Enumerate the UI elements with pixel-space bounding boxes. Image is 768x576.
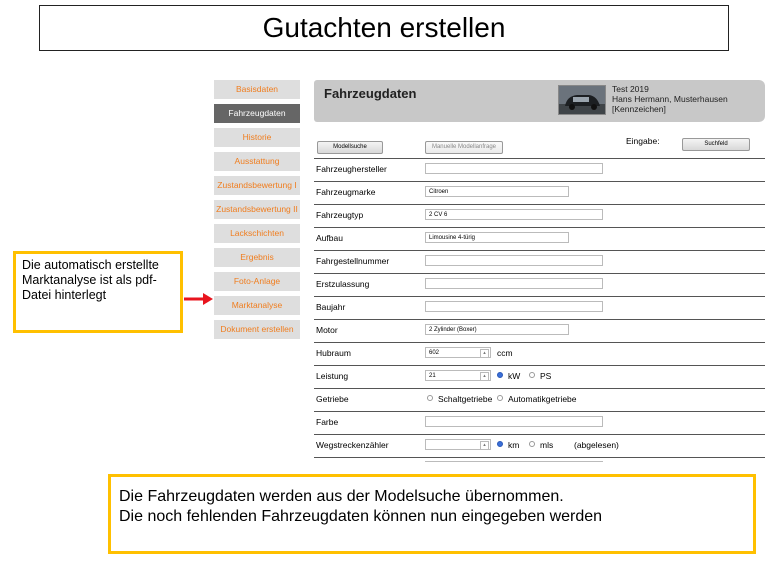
hersteller-label: Fahrzeughersteller [316, 164, 387, 174]
panel-title: Fahrzeugdaten [324, 86, 417, 101]
sidebar-item-basisdaten[interactable]: Basisdaten [214, 80, 300, 99]
form-row [314, 389, 765, 412]
vehicle-info [612, 84, 728, 114]
modellsuche-button[interactable]: Modellsuche [317, 141, 383, 154]
info-line: Test 2019 [612, 84, 649, 94]
leistung-label: Leistung [316, 371, 349, 381]
km-radio[interactable] [497, 441, 503, 447]
sidebar-item-foto-anlage[interactable]: Foto-Anlage [214, 272, 300, 291]
aufbau-input[interactable]: Limousine 4-türig [425, 232, 569, 243]
callout-line: Die Fahrzeugdaten werden aus der Modelsuche übernommen. [119, 488, 564, 505]
eingabe-label: Eingabe: [626, 136, 660, 146]
schaltgetriebe-radio[interactable] [427, 395, 433, 401]
form-row [314, 297, 765, 320]
leistung-kw-radio[interactable] [497, 372, 503, 378]
erstzulassung-label: Erstzulassung [316, 279, 370, 289]
form-row [314, 159, 765, 182]
callout-marktanalyse: Die automatisch erstellte Marktanalyse ist als pdf-Datei hinterlegt [13, 251, 183, 333]
farbe-input[interactable] [425, 416, 603, 427]
manuelle-modellanfrage-button[interactable]: Manuelle Modellanfrage [425, 141, 503, 154]
km-label: km [508, 440, 520, 450]
vehicle-form [314, 133, 765, 458]
form-row [314, 274, 765, 297]
marke-input[interactable]: Citroen [425, 186, 569, 197]
baujahr-input[interactable] [425, 301, 603, 312]
schaltgetriebe-label: Schaltgetriebe [438, 394, 493, 404]
vehicle-thumbnail [558, 85, 606, 115]
sidebar-item-zustandsbewertung-1[interactable]: Zustandsbewertung I [214, 176, 300, 195]
wegstrecke-label: Wegstreckenzähler [316, 440, 389, 450]
sidebar-item-lackschichten[interactable]: Lackschichten [214, 224, 300, 243]
automatikgetriebe-label: Automatikgetriebe [508, 394, 577, 404]
leistung-kw-label: kW [508, 371, 521, 381]
form-divider [425, 461, 603, 466]
callout-fahrzeugdaten [108, 474, 756, 554]
info-line: [Kennzeichen] [612, 104, 666, 114]
leistung-ps-label: PS [540, 371, 552, 381]
form-toolbar [314, 133, 765, 159]
page-title: Gutachten erstellen [39, 5, 729, 51]
typ-input[interactable]: 2 CV 6 [425, 209, 603, 220]
sidebar-item-fahrzeugdaten[interactable]: Fahrzeugdaten [214, 104, 300, 123]
hersteller-input[interactable] [425, 163, 603, 174]
hubraum-label: Hubraum [316, 348, 351, 358]
info-line: Hans Hermann, Musterhausen [612, 94, 728, 104]
suchfeld-button[interactable]: Suchfeld [682, 138, 750, 151]
fahrgestellnummer-label: Fahrgestellnummer [316, 256, 390, 266]
form-row [314, 435, 765, 458]
erstzulassung-input[interactable] [425, 278, 603, 289]
form-row [314, 412, 765, 435]
stepper-icon[interactable]: ▴ [480, 441, 489, 450]
farbe-label: Farbe [316, 417, 339, 427]
sidebar-item-ausstattung[interactable]: Ausstattung [214, 152, 300, 171]
motor-label: Motor [316, 325, 338, 335]
fahrgestellnummer-input[interactable] [425, 255, 603, 266]
baujahr-label: Baujahr [316, 302, 346, 312]
form-row [314, 366, 765, 389]
hubraum-value: 602 [429, 350, 440, 356]
form-row [314, 320, 765, 343]
abgelesen-note: (abgelesen) [574, 440, 619, 450]
hubraum-input[interactable] [425, 347, 491, 358]
getriebe-label: Getriebe [316, 394, 349, 404]
automatikgetriebe-radio[interactable] [497, 395, 503, 401]
mls-label: mls [540, 440, 554, 450]
panel-header [314, 80, 765, 122]
form-row [314, 251, 765, 274]
leistung-input[interactable] [425, 370, 491, 381]
sidebar-item-historie[interactable]: Historie [214, 128, 300, 147]
arrow-right-icon [184, 292, 214, 306]
sidebar-item-dokument-erstellen[interactable]: Dokument erstellen [214, 320, 300, 339]
marke-label: Fahrzeugmarke [316, 187, 376, 197]
leistung-ps-radio[interactable] [529, 372, 535, 378]
form-row [314, 205, 765, 228]
stepper-icon[interactable]: ▴ [480, 372, 489, 381]
typ-label: Fahrzeugtyp [316, 210, 364, 220]
aufbau-label: Aufbau [316, 233, 343, 243]
form-row [314, 228, 765, 251]
motor-input[interactable]: 2 Zylinder (Boxer) [425, 324, 569, 335]
mls-radio[interactable] [529, 441, 535, 447]
form-row [314, 182, 765, 205]
sidebar-item-marktanalyse[interactable]: Marktanalyse [214, 296, 300, 315]
sidebar-item-ergebnis[interactable]: Ergebnis [214, 248, 300, 267]
sidebar-nav [214, 80, 300, 344]
callout-line: Die noch fehlenden Fahrzeugdaten können nun eingegeben werden [119, 508, 603, 525]
wegstrecke-input[interactable] [425, 439, 491, 450]
hubraum-unit: ccm [497, 348, 513, 358]
form-row [314, 343, 765, 366]
sidebar-item-zustandsbewertung-2[interactable]: Zustandsbewertung II [214, 200, 300, 219]
stepper-icon[interactable]: ▴ [480, 349, 489, 358]
leistung-value: 21 [429, 373, 436, 379]
